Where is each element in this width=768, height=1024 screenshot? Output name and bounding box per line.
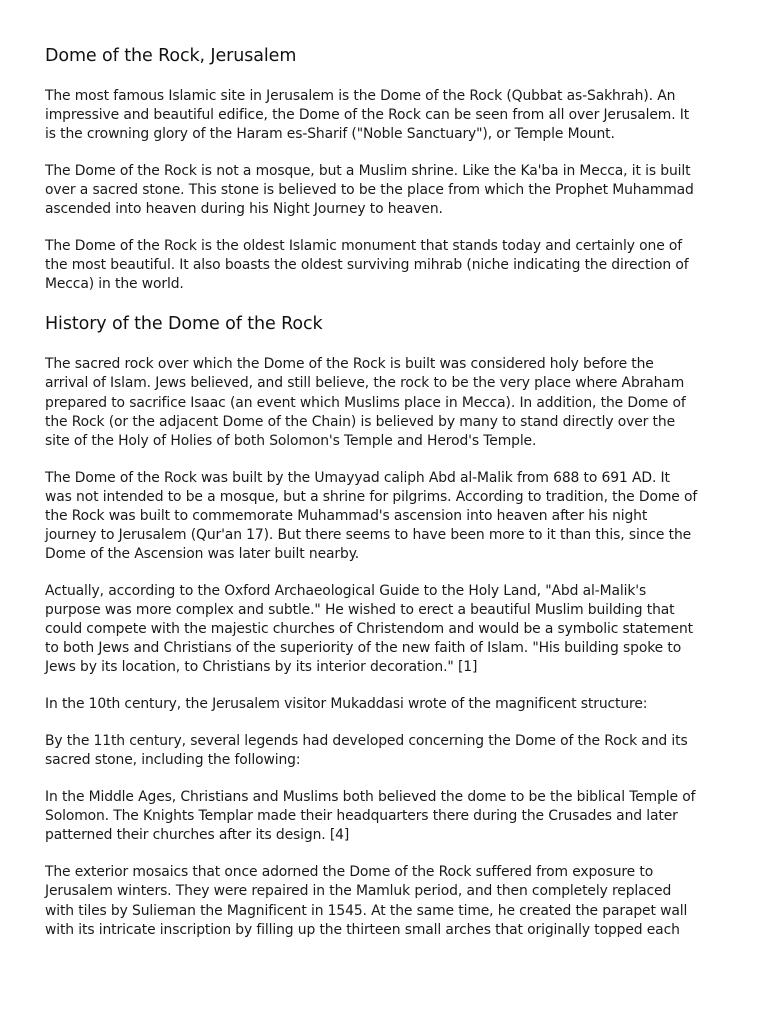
history-paragraph-5: By the 11th century, several legends had developed concerning the Dome of the Rock and its sacred stone, including the following: (45, 733, 688, 769)
page-title: Dome of the Rock, Jerusalem (45, 46, 297, 66)
intro-paragraph-1: The most famous Islamic site in Jerusalem is the Dome of the Rock (Qubbat as-Sakhrah). An impressive and beautiful edifice, the Dome of the Rock can be seen from all over Jerusalem. It is the crowning glory of the Haram es-Sharif ("Noble Sanctuary"), or Temple Mount. (45, 88, 690, 143)
history-paragraph-4: In the 10th century, the Jerusalem visitor Mukaddasi wrote of the magnificent structure: (45, 696, 648, 713)
document-page (45, 44, 725, 958)
intro-paragraph-3: The Dome of the Rock is the oldest Islamic monument that stands today and certainly one of the most beautiful. It also boasts the oldest surviving mihrab (niche indicating the direction of Mecca) in the world. (45, 238, 689, 293)
history-heading: History of the Dome of the Rock (45, 314, 323, 335)
history-paragraph-7: The exterior mosaics that once adorned the Dome of the Rock suffered from exposure to Jerusalem winters. They were repaired in the Mamluk period, and then completely replaced with tiles by Sulieman the Magnificent in 1545. At the same time, he created the parapet wall with its intricate inscription by filling up the thirteen small arches that originally topped each (45, 864, 688, 938)
history-paragraph-1: The sacred rock over which the Dome of the Rock is built was considered holy before the arrival of Islam. Jews believed, and still believe, the rock to be the very place where Abraham prepared to sacrifice Isaac (an event which Muslims place in Mecca). In addition, the Dome of the Rock (or the adjacent Dome of the Chain) is believed by many to stand directly over the site of the Holy of Holies of both Solomon's Temple and Herod's Temple. (45, 356, 686, 449)
history-paragraph-2: The Dome of the Rock was built by the Umayyad caliph Abd al-Malik from 688 to 691 AD. It was not intended to be a mosque, but a shrine for pilgrims. According to tradition, the Dome of the Rock was built to commemorate Muhammad's ascension into heaven after his night journey to Jerusalem (Qur'an 17). But there seems to have been more to it than this, since the Dome of the Ascension was later built nearby. (45, 469, 698, 562)
history-paragraph-3: Actually, according to the Oxford Archaeological Guide to the Holy Land, "Abd al-Malik's purpose was more complex and subtle." He wished to erect a beautiful Muslim building that could compete with the majestic churches of Christendom and would be a symbolic statement to both Jews and Christians of the superiority of the new faith of Islam. "His building spoke to Jews by its location, to Christians by its interior decoration." [1] (45, 582, 693, 676)
intro-paragraph-2: The Dome of the Rock is not a mosque, but a Muslim shrine. Like the Ka'ba in Mecca, it is built over a sacred stone. This stone is believed to be the place from which the Prophet Muhammad ascended into heaven during his Night Journey to heaven. (45, 163, 694, 218)
history-paragraph-6: In the Middle Ages, Christians and Muslims both believed the dome to be the biblical Temple of Solomon. The Knights Templar made their headquarters there during the Crusades and later patterned their churches after its design. [4] (45, 789, 696, 844)
